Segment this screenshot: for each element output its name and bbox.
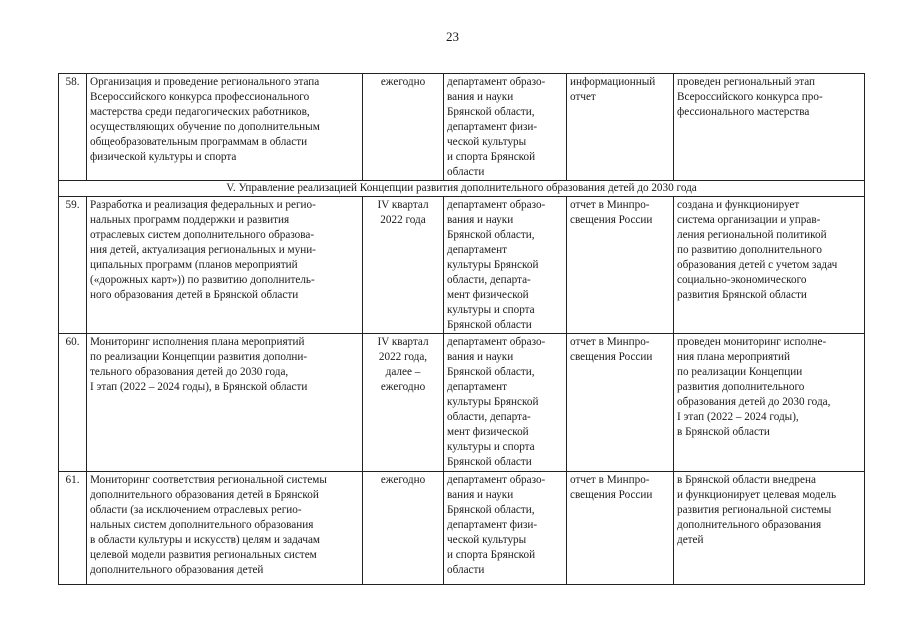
result-cell-line: дополнительного образования bbox=[677, 519, 822, 531]
result-cell bbox=[674, 334, 865, 472]
event-cell bbox=[87, 197, 363, 334]
result-cell-line: и функционирует целевая модель bbox=[677, 489, 837, 501]
executors-cell bbox=[444, 74, 567, 181]
event-cell-line: дополнительного образования детей в Брянской bbox=[90, 489, 319, 501]
result-cell-line: образования детей с учетом задач bbox=[677, 259, 838, 271]
result-cell-line: развития региональной системы bbox=[677, 504, 832, 516]
executors-cell-line: области bbox=[447, 564, 485, 576]
event-cell-line: ния детей, актуализация региональных и муни- bbox=[90, 244, 316, 256]
event-cell-line: физической культуры и спорта bbox=[90, 151, 237, 163]
row-number: 60. bbox=[59, 334, 87, 472]
period-cell-line: ежегодно bbox=[380, 381, 426, 393]
executors-cell-line: вания и науки bbox=[447, 214, 514, 226]
document-cell-line: информационный bbox=[570, 76, 656, 88]
result-cell-line: по развитию дополнительного bbox=[677, 244, 822, 256]
document-cell bbox=[567, 472, 674, 585]
result-cell-line: в Брянской области внедрена bbox=[677, 474, 816, 486]
table-body-before bbox=[59, 74, 865, 181]
event-cell-line: отраслевых систем дополнительного образова- bbox=[90, 229, 315, 241]
executors-cell-line: вания и науки bbox=[447, 351, 514, 363]
period-cell bbox=[363, 74, 444, 181]
event-cell-line: целевой модели развития региональных систем bbox=[90, 549, 317, 561]
event-cell-line: Разработка и реализация федеральных и регио- bbox=[90, 199, 316, 211]
table-row bbox=[59, 74, 865, 181]
document-cell-line: свещения России bbox=[570, 489, 653, 501]
period-cell-line: IV квартал bbox=[377, 336, 429, 348]
executors-cell-line: департамент bbox=[447, 244, 507, 256]
event-cell bbox=[87, 74, 363, 181]
executors-cell bbox=[444, 334, 567, 472]
period-cell-line: далее – bbox=[385, 366, 421, 378]
event-cell-line: («дорожных карт»)) по развитию дополнитель- bbox=[90, 274, 315, 286]
executors-cell-line: департамент bbox=[447, 381, 507, 393]
result-cell-line: Всероссийского конкурса про- bbox=[677, 91, 823, 103]
executors-cell-line: Брянской области, bbox=[447, 366, 535, 378]
event-cell-line: Организация и проведение регионального этапа bbox=[90, 76, 320, 88]
event-cell bbox=[87, 472, 363, 585]
executors-cell-line: и спорта Брянской bbox=[447, 549, 536, 561]
period-cell bbox=[363, 472, 444, 585]
executors-cell-line: вания и науки bbox=[447, 91, 514, 103]
period-cell-line: IV квартал bbox=[377, 199, 429, 211]
section-title: V. Управление реализацией Концепции развития дополнительного образования детей до 2030 года bbox=[59, 181, 865, 197]
executors-cell-line: департамент образо- bbox=[447, 76, 546, 88]
executors-cell-line: Брянской области, bbox=[447, 106, 535, 118]
executors-cell-line: области, департа- bbox=[447, 411, 531, 423]
event-cell-line: I этап (2022 – 2024 годы), в Брянской области bbox=[90, 381, 308, 393]
table-row bbox=[59, 472, 865, 585]
executors-cell-line: культуры и спорта bbox=[447, 441, 535, 453]
period-cell bbox=[363, 334, 444, 472]
document-cell bbox=[567, 74, 674, 181]
executors-cell-line: культуры Брянской bbox=[447, 259, 539, 271]
result-cell-line: проведен мониторинг исполне- bbox=[677, 336, 827, 348]
document-cell-line: свещения России bbox=[570, 214, 653, 226]
row-number: 61. bbox=[59, 472, 87, 585]
executors-cell-line: Брянской области bbox=[447, 456, 532, 468]
result-cell-line: проведен региональный этап bbox=[677, 76, 816, 88]
event-cell-line: Мониторинг исполнения плана мероприятий bbox=[90, 336, 305, 348]
action-plan-table bbox=[58, 73, 865, 585]
document-cell-line: отчет в Минпро- bbox=[570, 336, 650, 348]
executors-cell-line: департамент образо- bbox=[447, 199, 546, 211]
result-cell-line: по реализации Концепции bbox=[677, 366, 803, 378]
executors-cell-line: департамент образо- bbox=[447, 336, 546, 348]
event-cell bbox=[87, 334, 363, 472]
document-cell bbox=[567, 197, 674, 334]
period-cell-line: ежегодно bbox=[380, 474, 426, 486]
table-row bbox=[59, 334, 865, 472]
document-cell bbox=[567, 334, 674, 472]
executors-cell-line: Брянской области bbox=[447, 319, 532, 331]
executors-cell-line: области, департа- bbox=[447, 274, 531, 286]
result-cell-line: в Брянской области bbox=[677, 426, 770, 438]
executors-cell-line: ческой культуры bbox=[447, 534, 527, 546]
result-cell-line: ния плана мероприятий bbox=[677, 351, 791, 363]
result-cell-line: детей bbox=[677, 534, 704, 546]
event-cell-line: общеобразовательным программам в области bbox=[90, 136, 308, 148]
period-cell-line: 2022 года, bbox=[378, 351, 428, 363]
event-cell-line: осуществляющих обучение по дополнительным bbox=[90, 121, 320, 133]
executors-cell-line: области bbox=[447, 166, 485, 178]
result-cell-line: ления региональной политикой bbox=[677, 229, 827, 241]
result-cell-line: социально-экономического bbox=[677, 274, 807, 286]
executors-cell-line: культуры и спорта bbox=[447, 304, 535, 316]
executors-cell bbox=[444, 472, 567, 585]
result-cell bbox=[674, 74, 865, 181]
page-number: 23 bbox=[446, 29, 459, 44]
result-cell-line: развития дополнительного bbox=[677, 381, 805, 393]
executors-cell bbox=[444, 197, 567, 334]
event-cell-line: ципальных программ (планов мероприятий bbox=[90, 259, 298, 271]
document-cell-line: свещения России bbox=[570, 351, 653, 363]
document-cell-line: отчет bbox=[570, 91, 596, 103]
result-cell-line: развития Брянской области bbox=[677, 289, 807, 301]
result-cell-line: создана и функционирует bbox=[677, 199, 800, 211]
executors-cell-line: департамент физи- bbox=[447, 121, 538, 133]
executors-cell-line: мент физической bbox=[447, 426, 529, 438]
table-body-after bbox=[59, 197, 865, 585]
result-cell-line: I этап (2022 – 2024 годы), bbox=[677, 411, 799, 423]
executors-cell-line: ческой культуры bbox=[447, 136, 527, 148]
executors-cell-line: и спорта Брянской bbox=[447, 151, 536, 163]
table-row bbox=[59, 197, 865, 334]
executors-cell-line: культуры Брянской bbox=[447, 396, 539, 408]
executors-cell-line: Брянской области, bbox=[447, 504, 535, 516]
event-cell-line: области (за исключением отраслевых регио- bbox=[90, 504, 302, 516]
executors-cell-line: Брянской области, bbox=[447, 229, 535, 241]
document-cell-line: отчет в Минпро- bbox=[570, 199, 650, 211]
executors-cell-line: департамент образо- bbox=[447, 474, 546, 486]
section-header-row bbox=[59, 181, 865, 197]
executors-cell-line: вания и науки bbox=[447, 489, 514, 501]
event-cell-line: ного образования детей в Брянской области bbox=[90, 289, 299, 301]
event-cell-line: по реализации Концепции развития дополни- bbox=[90, 351, 308, 363]
row-number: 58. bbox=[59, 74, 87, 181]
period-cell bbox=[363, 197, 444, 334]
result-cell-line: система организации и управ- bbox=[677, 214, 821, 226]
event-cell-line: в области культуры и искусств) целям и задачам bbox=[90, 534, 320, 546]
result-cell bbox=[674, 472, 865, 585]
executors-cell-line: мент физической bbox=[447, 289, 529, 301]
result-cell-line: образования детей до 2030 года, bbox=[677, 396, 831, 408]
executors-cell-line: департамент физи- bbox=[447, 519, 538, 531]
period-cell-line: ежегодно bbox=[380, 76, 426, 88]
document-cell-line: отчет в Минпро- bbox=[570, 474, 650, 486]
result-cell-line: фессионального мастерства bbox=[677, 106, 810, 118]
event-cell-line: мастерства среди педагогических работников, bbox=[90, 106, 310, 118]
event-cell-line: дополнительного образования детей bbox=[90, 564, 264, 576]
event-cell-line: нальных программ поддержки и развития bbox=[90, 214, 290, 226]
section-header-group bbox=[59, 181, 865, 197]
row-number: 59. bbox=[59, 197, 87, 334]
event-cell-line: нальных систем дополнительного образования bbox=[90, 519, 314, 531]
event-cell-line: тельного образования детей до 2030 года, bbox=[90, 366, 289, 378]
event-cell-line: Мониторинг соответствия региональной системы bbox=[90, 474, 327, 486]
event-cell-line: Всероссийского конкурса профессионального bbox=[90, 91, 310, 103]
result-cell bbox=[674, 197, 865, 334]
period-cell-line: 2022 года bbox=[380, 214, 426, 226]
